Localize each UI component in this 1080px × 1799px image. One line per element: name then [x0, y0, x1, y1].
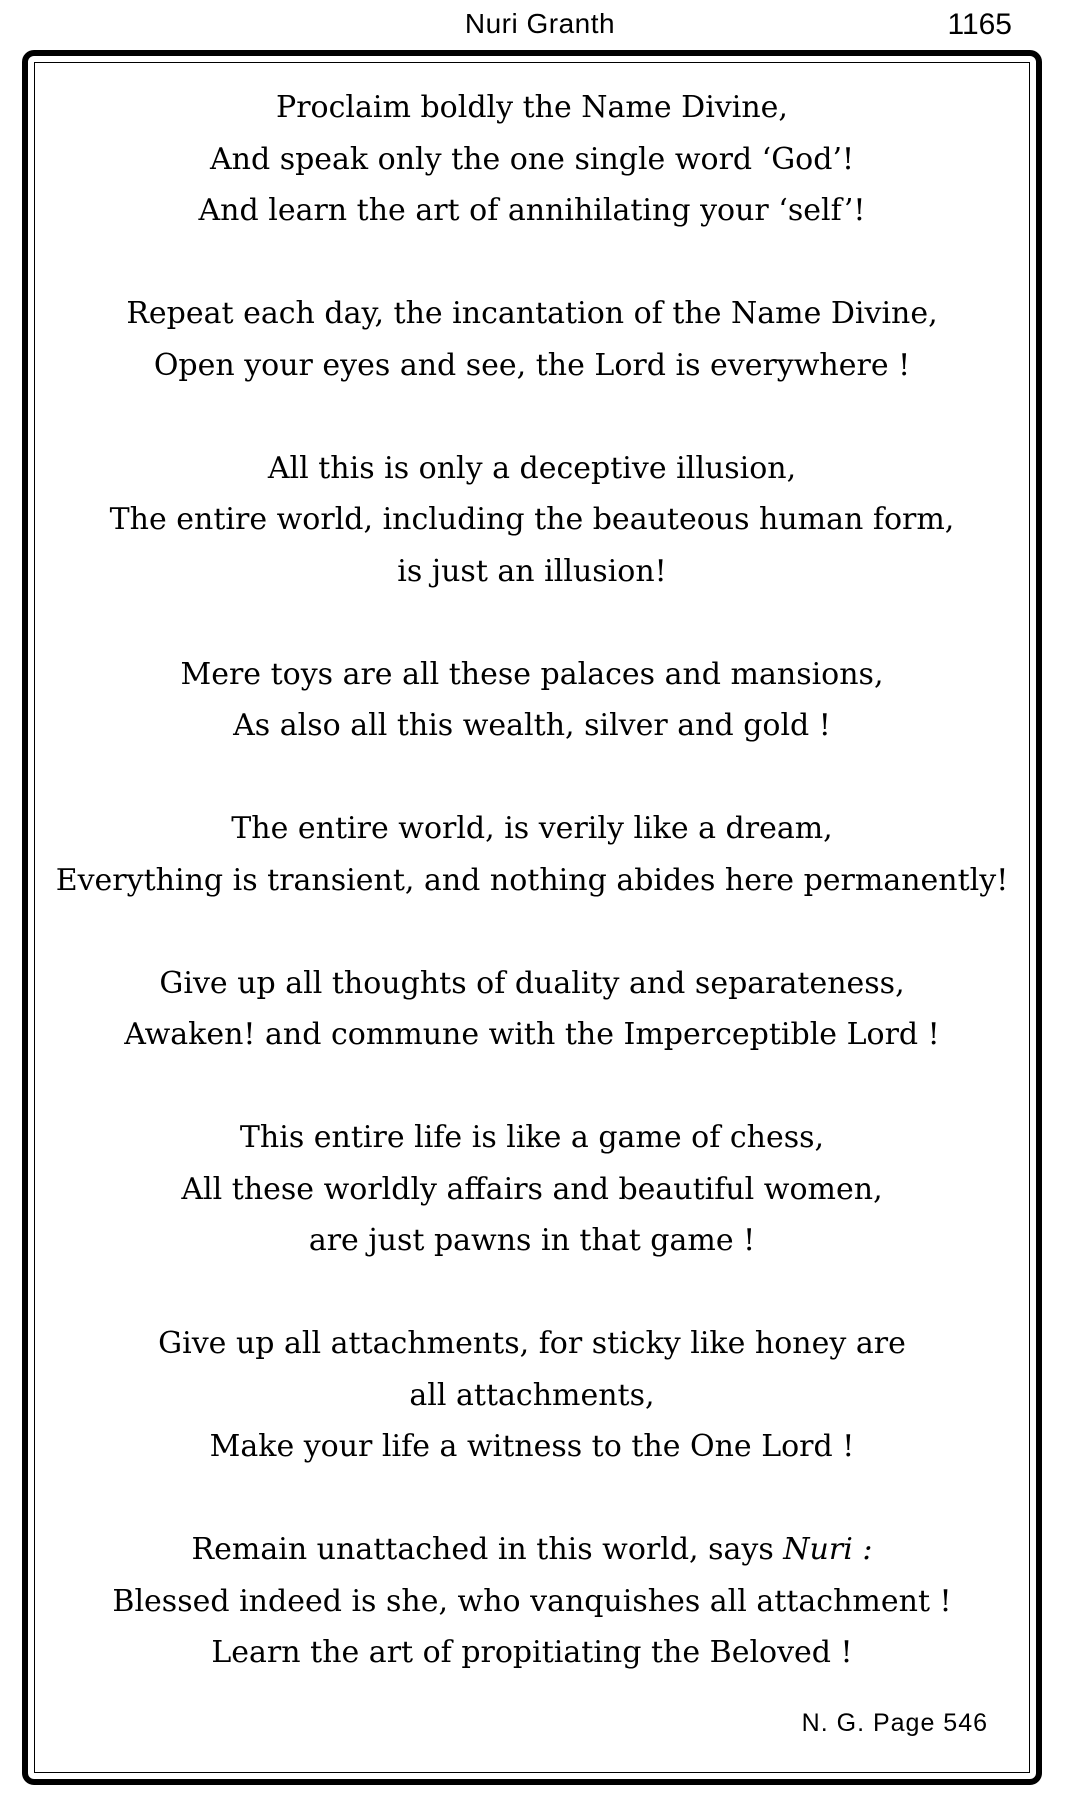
poem-line: Learn the art of propitiating the Beloved ! [211, 1635, 853, 1670]
poem-line: Mere toys are all these palaces and mansions, [180, 656, 884, 692]
poem-line: As also all this wealth, silver and gold ! [233, 708, 831, 743]
poem-line [36, 1524, 1028, 1576]
poem-line: The entire world, including the beauteous human form, [109, 502, 955, 537]
page-header [0, 8, 1080, 48]
poem-line: Everything is transient, and nothing abides here permanently! [55, 862, 1009, 898]
poem-line: And learn the art of annihilating your ‘self’! [198, 193, 866, 228]
stanza-7 [36, 1112, 1028, 1267]
poem-line: All these worldly affairs and beautiful women, [181, 1171, 883, 1207]
poem-line: The entire world, is verily like a dream, [231, 811, 833, 846]
source-reference: N. G. Page 546 [801, 1709, 988, 1737]
poet-name: Nuri : [783, 1532, 873, 1567]
stanza-1 [36, 82, 1028, 237]
poem-line: And speak only the one single word ‘God’! [209, 141, 855, 177]
poem-line-text: Remain unattached in this world, says [191, 1532, 784, 1567]
poem-line: is just an illusion! [397, 553, 667, 589]
stanza-6 [36, 958, 1028, 1061]
poem-line: Open your eyes and see, the Lord is everywhere ! [153, 347, 911, 383]
poem-line: Proclaim boldly the Name Divine, [276, 90, 788, 125]
stanza-2 [36, 288, 1028, 391]
poem-line: Give up all thoughts of duality and separateness, [159, 965, 905, 1001]
poem-line: This entire life is like a game of chess, [239, 1120, 825, 1155]
stanza-9 [36, 1524, 1028, 1679]
stanza-5 [36, 803, 1028, 906]
poem-line: All this is only a deceptive illusion, [267, 450, 797, 486]
poem-line: are just pawns in that game ! [308, 1223, 756, 1258]
page-number: 1165 [947, 8, 1012, 41]
stanza-8 [36, 1318, 1028, 1473]
poem-body [36, 82, 1028, 1679]
poem-line: all attachments, [409, 1377, 655, 1413]
stanza-4 [36, 649, 1028, 752]
poem-line: Awaken! and commune with the Imperceptible Lord ! [124, 1017, 940, 1052]
poem-line: Give up all attachments, for sticky like honey are [158, 1326, 906, 1361]
poem-line: Repeat each day, the incantation of the Name Divine, [126, 296, 938, 331]
poem-line: Blessed indeed is she, who vanquishes all attachment ! [112, 1583, 952, 1619]
stanza-3 [36, 443, 1028, 598]
poem-line: Make your life a witness to the One Lord ! [209, 1429, 855, 1464]
book-title: Nuri Granth [464, 8, 616, 39]
